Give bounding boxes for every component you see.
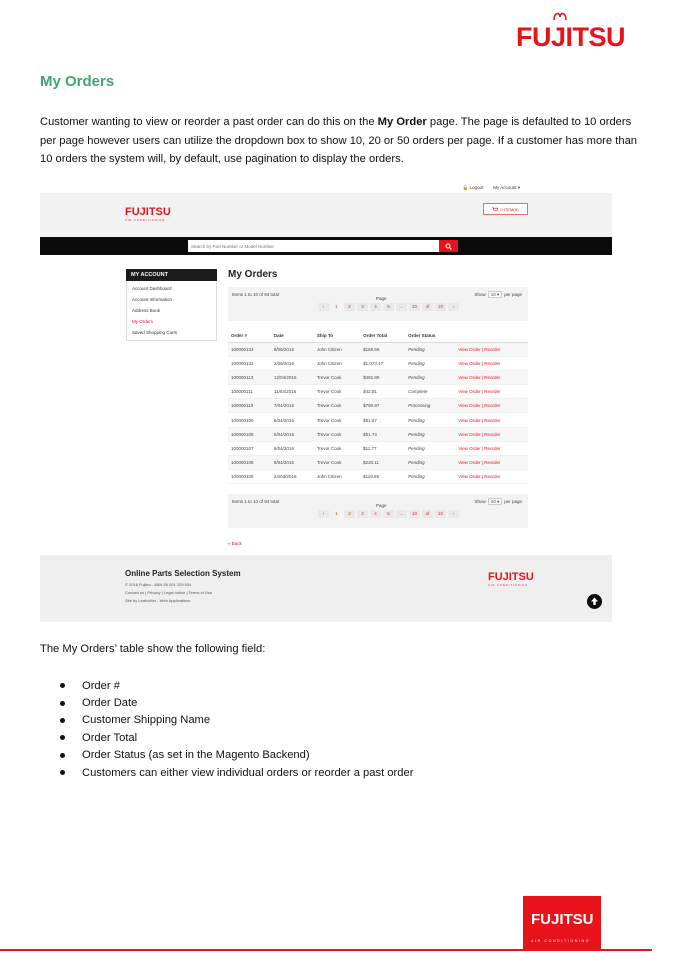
- page-ellipsis: …: [396, 510, 407, 518]
- column-header: Date: [271, 329, 314, 343]
- page-link[interactable]: 1: [331, 303, 342, 311]
- order-actions[interactable]: View Order | Reorder: [455, 413, 528, 427]
- page-next[interactable]: ›: [448, 303, 459, 311]
- search-icon: [445, 243, 452, 250]
- site-logo[interactable]: FUJITSU AIR CONDITIONING: [125, 206, 171, 222]
- pager-toolbar-top: [228, 287, 528, 321]
- intro-paragraph: Customer wanting to view or reorder a past order can do this on the My Order page. The page is defaulted to 10 orders per page however users can utilize the dropdown box to show 10, 20 or 50 orders per page. If a customer has more than 10 orders the system will, by default, use pagination to display the orders.: [40, 116, 638, 165]
- list-item: Order Total: [60, 729, 413, 746]
- back-link[interactable]: « Back: [228, 541, 242, 546]
- search-button[interactable]: [439, 240, 458, 252]
- table-row: 100000110 7/04/2016 Trevor Cook $790.97 Processing View Order | Reorder: [228, 399, 528, 413]
- column-header: Order Total: [360, 329, 405, 343]
- order-actions[interactable]: View Order | Reorder: [455, 469, 528, 483]
- pagination: [318, 303, 459, 311]
- order-actions[interactable]: View Order | Reorder: [455, 385, 528, 399]
- page-prev[interactable]: ‹: [318, 303, 329, 311]
- sidebar-item-address-book[interactable]: Address Book: [132, 308, 161, 313]
- sidebar-item-my-orders[interactable]: My Orders: [132, 319, 154, 324]
- page-label: Page: [376, 296, 387, 301]
- sidebar-item-saved-carts[interactable]: Saved Shopping Carts: [132, 330, 178, 335]
- bullet-icon: [60, 735, 65, 740]
- page-of: of: [422, 510, 433, 518]
- fields-intro: The My Orders’ table show the following field:: [40, 643, 266, 655]
- bullet-icon: [60, 683, 65, 688]
- page-link[interactable]: 3: [357, 510, 368, 518]
- order-actions[interactable]: View Order | Reorder: [455, 371, 528, 385]
- orders-table: [228, 329, 528, 484]
- order-actions[interactable]: View Order | Reorder: [455, 455, 528, 469]
- table-row: 100000108 6/04/2016 Trevor Cook $51.74 Pending View Order | Reorder: [228, 427, 528, 441]
- footer-rule: [0, 949, 652, 951]
- bullet-icon: [60, 701, 65, 706]
- page-next[interactable]: ›: [448, 510, 459, 518]
- list-item: Order #: [60, 677, 413, 694]
- page-prev[interactable]: ‹: [318, 510, 329, 518]
- page-link[interactable]: 2: [344, 303, 355, 311]
- cart-button[interactable]: 0 ITEM(S): [483, 203, 528, 215]
- fields-list: [60, 677, 413, 781]
- order-actions[interactable]: View Order | Reorder: [455, 357, 528, 371]
- my-orders-screenshot: [40, 180, 612, 622]
- arrow-up-icon: [587, 594, 602, 609]
- table-header-row: [228, 329, 528, 343]
- page-link[interactable]: 5: [383, 303, 394, 311]
- logo-wordmark: FUJITSU: [516, 22, 626, 52]
- footer-links[interactable]: Contact us | Privacy | Legal notice | Terms of Use: [125, 590, 213, 595]
- table-row: 100000105 24/03/2016 John Citizen $119.89 Pending View Order | Reorder: [228, 469, 528, 483]
- table-row: 100000109 6/04/2016 Trevor Cook $51.67 Pending View Order | Reorder: [228, 413, 528, 427]
- page-link[interactable]: 1: [331, 510, 342, 518]
- site-header: [40, 193, 612, 237]
- sidebar-heading: MY ACCOUNT: [126, 269, 217, 281]
- per-page-select[interactable]: 10 ▾: [488, 291, 503, 298]
- footer-copyright: © 2016 Fujitsu - ABN 55 001 229 554: [125, 582, 192, 587]
- page-link[interactable]: 5: [383, 510, 394, 518]
- footer-heading: Online Parts Selection System: [125, 569, 241, 578]
- orders-main: [228, 269, 528, 528]
- page-link[interactable]: 2: [344, 510, 355, 518]
- search-bar: [40, 237, 612, 255]
- page-link[interactable]: 4: [370, 303, 381, 311]
- sidebar-item-account-info[interactable]: Account Information: [132, 297, 173, 302]
- table-row: 100000107 6/04/2016 Trevor Cook $11.77 Pending View Order | Reorder: [228, 441, 528, 455]
- order-actions[interactable]: View Order | Reorder: [455, 343, 528, 357]
- page-ellipsis: …: [396, 303, 407, 311]
- cart-icon: [492, 207, 498, 212]
- pagination: [318, 510, 459, 518]
- footer-logo: FUJITSU AIR CONDITIONING: [488, 571, 534, 587]
- site-footer: [40, 555, 612, 622]
- bullet-icon: [60, 753, 65, 758]
- page-link[interactable]: 3: [357, 303, 368, 311]
- account-sidebar: [126, 269, 217, 341]
- page-link[interactable]: 10: [435, 510, 446, 518]
- list-item: Customer Shipping Name: [60, 712, 413, 729]
- page-title: My Orders: [228, 269, 278, 280]
- footer-brand-wordmark: FUJITSU: [531, 911, 594, 928]
- pager-toolbar-bottom: [228, 494, 528, 528]
- lock-icon: 🔒: [462, 185, 469, 190]
- list-item: Order Date: [60, 694, 413, 711]
- sidebar-item-dashboard[interactable]: Account Dashboard: [132, 286, 172, 291]
- list-item: Customers can either view individual orders or reorder a past order: [60, 764, 413, 781]
- page-link[interactable]: 10: [435, 303, 446, 311]
- items-count: Items 1 to 10 of 94 total: [232, 498, 280, 504]
- logout-link[interactable]: 🔒 Logout: [462, 185, 484, 190]
- section-title: My Orders: [40, 73, 115, 90]
- fujitsu-logo: [516, 6, 626, 56]
- bullet-icon: [60, 770, 65, 775]
- infinity-mark-icon: [551, 9, 569, 23]
- column-header: [455, 329, 528, 343]
- table-row: 100000133 8/06/2016 John Citizen $169.56 Pending View Order | Reorder: [228, 343, 528, 357]
- table-row: 100000106 6/04/2016 Trevor Cook $220.11 Pending View Order | Reorder: [228, 455, 528, 469]
- order-actions[interactable]: View Order | Reorder: [455, 399, 528, 413]
- page-of: of: [422, 303, 433, 311]
- footer-credit[interactable]: Site by Leafcutter - Web Applications: [125, 598, 191, 603]
- page-input[interactable]: 10: [409, 303, 420, 311]
- per-page-select[interactable]: 10 ▾: [488, 498, 503, 505]
- column-header: Order Status: [405, 329, 455, 343]
- per-page-control: Show 10 ▾ per page: [474, 292, 522, 297]
- footer-brand-block: [523, 896, 601, 950]
- list-item: Order Status (as set in the Magento Backend): [60, 747, 413, 764]
- footer-brand-sub: AIR CONDITIONING: [531, 939, 591, 943]
- table-row: 100000111 11/04/2016 Trevor Cook $42.91 Complete View Order | Reorder: [228, 385, 528, 399]
- column-header: Order #: [228, 329, 271, 343]
- scroll-top-button[interactable]: [587, 594, 602, 609]
- order-actions[interactable]: View Order | Reorder: [455, 427, 528, 441]
- order-actions[interactable]: View Order | Reorder: [455, 441, 528, 455]
- column-header: Ship To: [314, 329, 360, 343]
- bullet-icon: [60, 718, 65, 723]
- per-page-control: Show 10 ▾ per page: [474, 498, 522, 504]
- table-row: 100000132 2/06/2016 John Citizen $1,073.47 Pending View Order | Reorder: [228, 357, 528, 371]
- search-input[interactable]: [188, 240, 440, 252]
- my-account-menu[interactable]: My Account ▾: [493, 185, 520, 190]
- top-nav: [463, 185, 520, 191]
- table-row: 100000113 12/04/2016 Trevor Cook $481.89 Pending View Order | Reorder: [228, 371, 528, 385]
- page-link[interactable]: 4: [370, 510, 381, 518]
- items-count: Items 1 to 10 of 94 total: [232, 292, 280, 297]
- page-input[interactable]: 10: [409, 510, 420, 518]
- page-label: Page: [376, 502, 387, 508]
